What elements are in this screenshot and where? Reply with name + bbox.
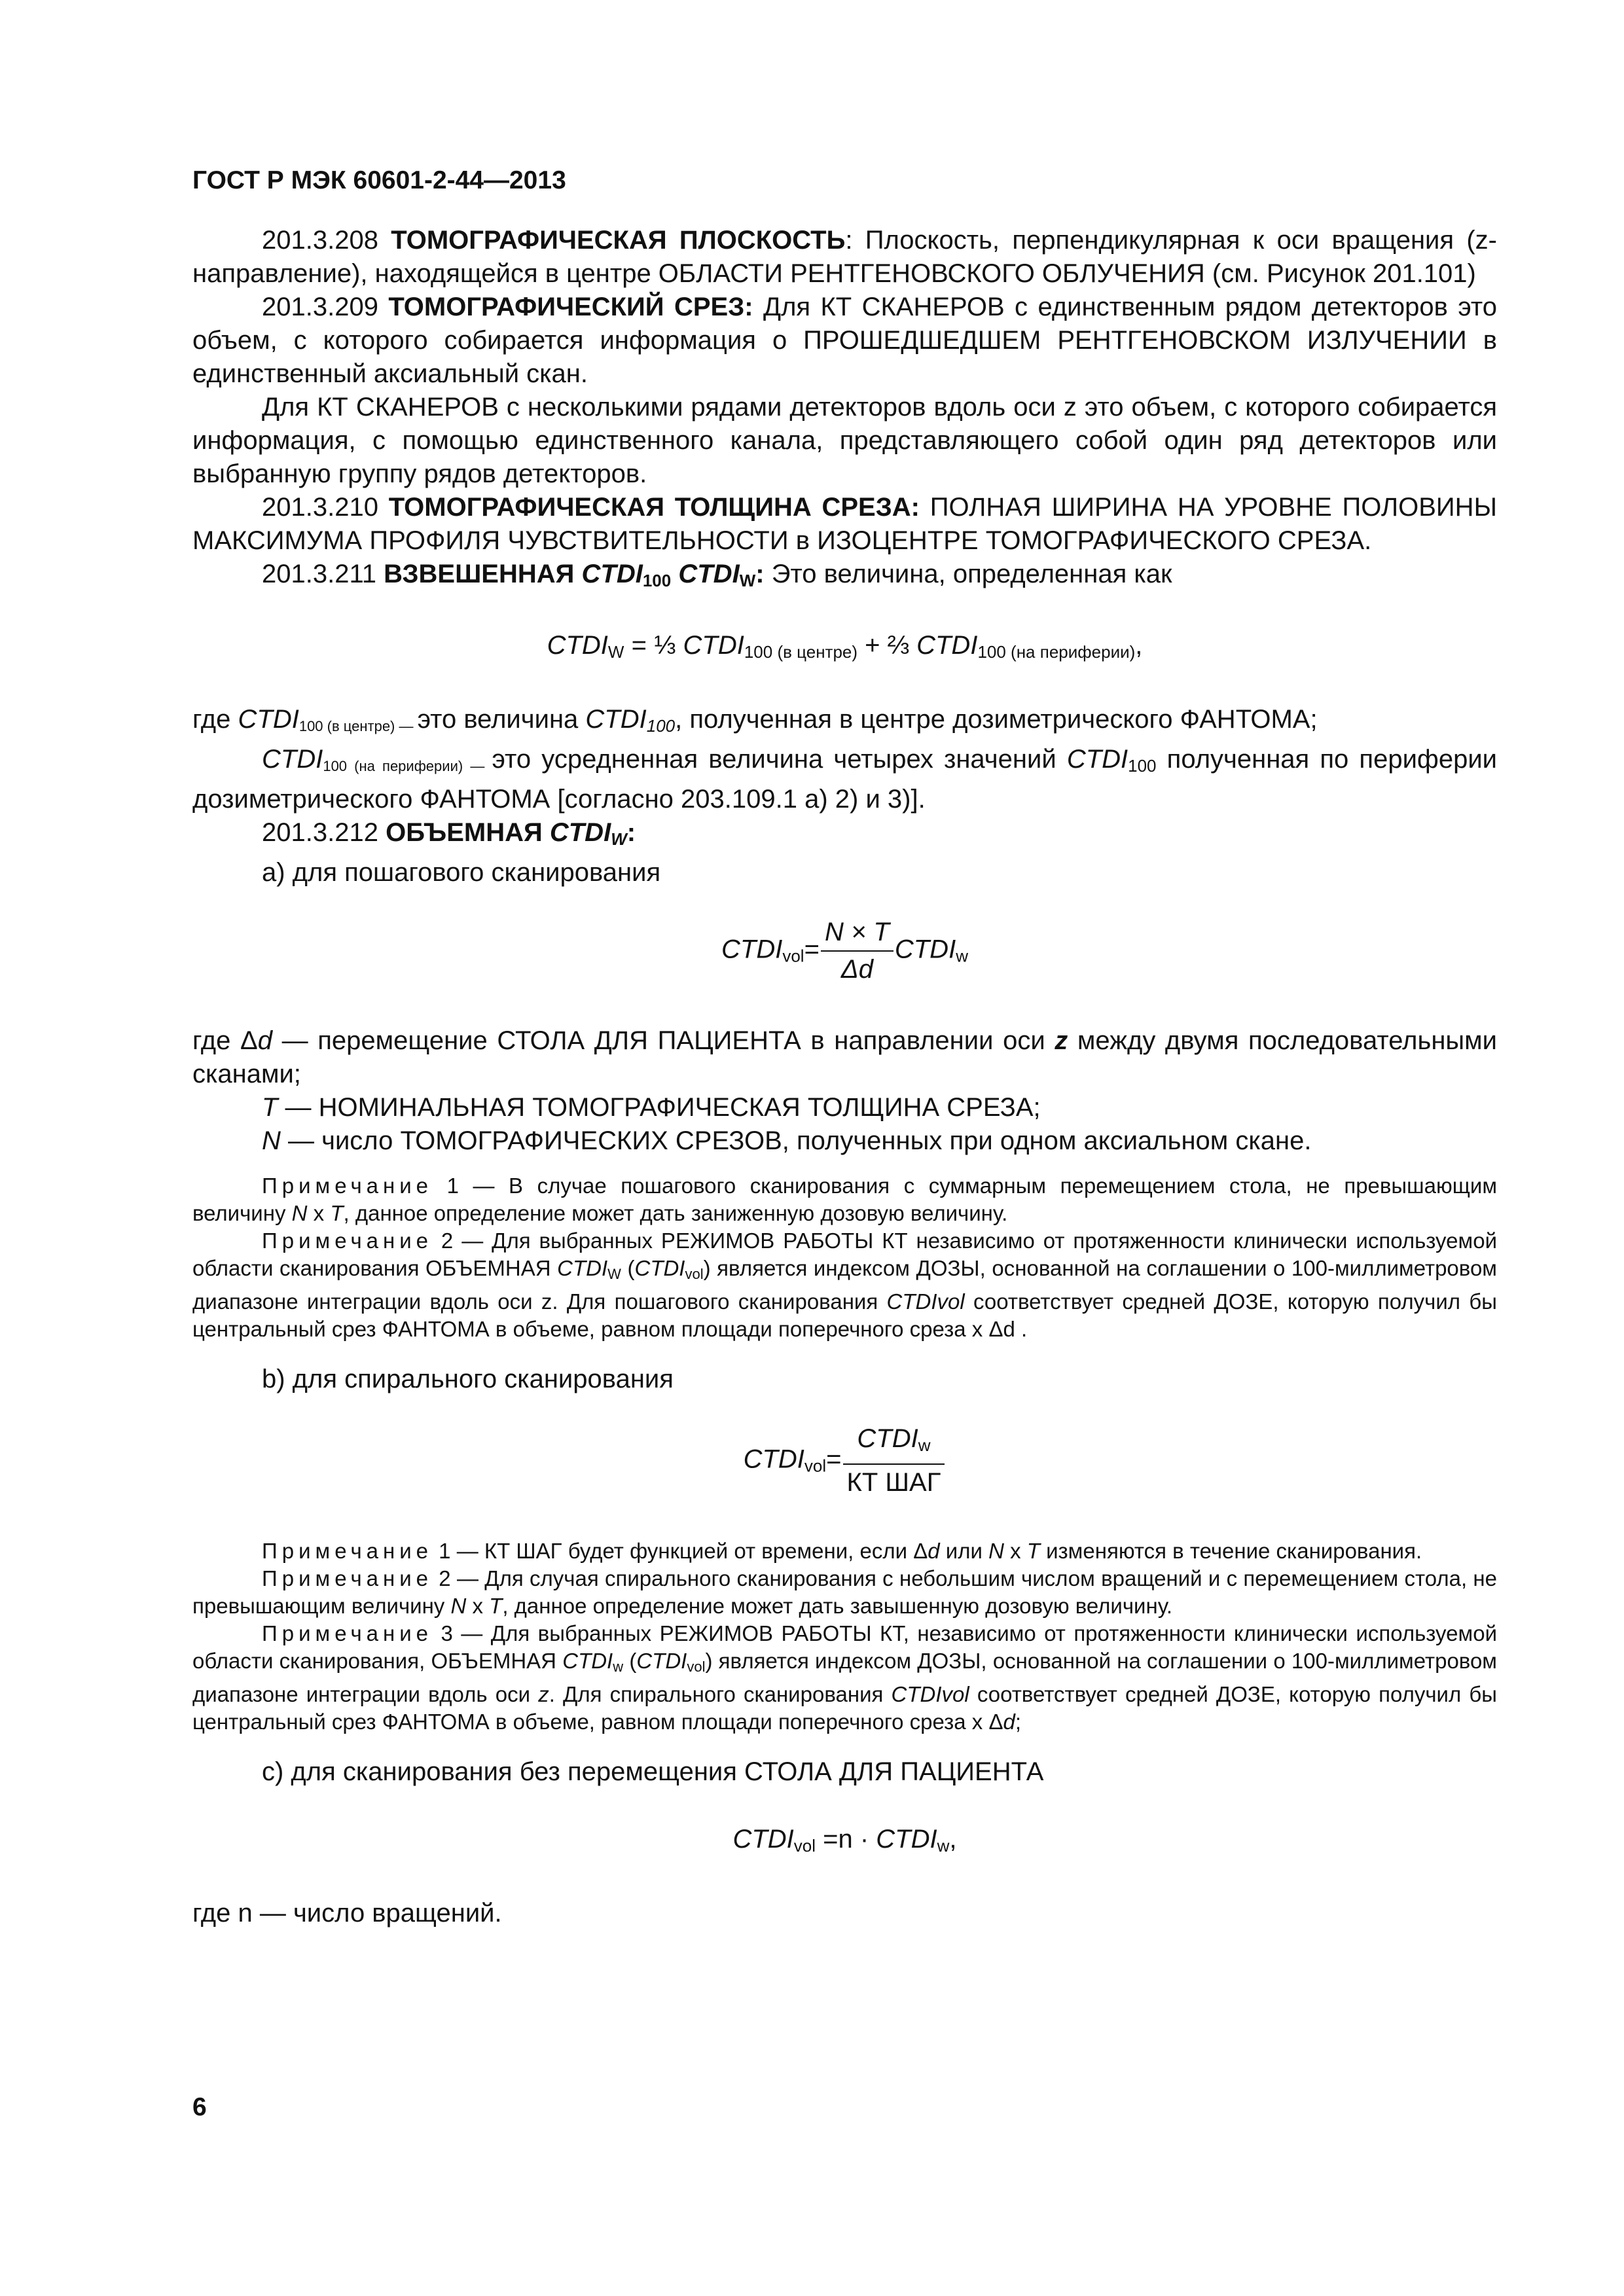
clause-number: 201.3.209 bbox=[262, 293, 378, 321]
page-number: 6 bbox=[192, 2093, 207, 2121]
clause-201-3-211: 201.3.211 ВЗВЕШЕННАЯ $CTDI_{100}$ $CTDI_W$: Это величина, определенная как bbox=[262, 560, 1172, 590]
where-n: N — число ТОМОГРАФИЧЕСКИХ СРЕЗОВ, полученных при одном аксиальном скане. bbox=[262, 1126, 1312, 1155]
term: ТОМОГРАФИЧЕСКАЯ ТОЛЩИНА СРЕЗА: bbox=[388, 493, 920, 522]
item-a-label: a) для пошагового сканирования bbox=[262, 858, 661, 887]
where-t: T — НОМИНАЛЬНАЯ ТОМОГРАФИЧЕСКАЯ ТОЛЩИНА СРЕЗА; bbox=[262, 1093, 1041, 1122]
item-b-label: b) для спирального сканирования bbox=[262, 1365, 674, 1393]
clause-number: 201.3.211 bbox=[262, 560, 376, 588]
formula-ctdi-vol-axial: $CTDI_{vol}=$ $\frac{N \times T}{\Delta d}$ $CTDI_w$ bbox=[192, 916, 1497, 986]
clause-number: 201.3.212 bbox=[262, 818, 378, 847]
clause-201-3-210 bbox=[192, 491, 1497, 558]
formula-ctdi-vol-stationary: $CTDI_{vol} =n$ · $CTDI_w$, bbox=[732, 1825, 957, 1856]
note-b-3: Примечание 3 — Для выбранных РЕЖИМОВ РАБОТЫ КТ, независимо от протяженности клинически используемой области сканирования, ОБЪЕМНАЯ CTDIw (CTDIvol) является индексом ДОЗЫ, основанной на соглашении о 100-миллиметровом диапазоне интеграции вдоль оси z. Для спирального сканирования CTDIvol соответствует средней ДОЗЕ, которую получил бы центральный срез ФАНТОМА в объеме, равном площади поперечного среза x Δd; bbox=[192, 1621, 1497, 1734]
clause-number: 201.3.208 bbox=[262, 226, 378, 255]
where-ctdi-center: где CTDI100 (в центре) — это величина $CTDI_{100}$, полученная в центре дозиметрического ФАНТОМА; bbox=[192, 705, 1318, 736]
definition-text: Это величина, определенная как bbox=[771, 560, 1172, 588]
formula-ctdi-vol-helical: $CTDI_{vol}=$ $\frac{CTDI_w}{\text{КТ ШАГ}}$ bbox=[192, 1422, 1497, 1499]
document-header: ГОСТ Р МЭК 60601-2-44—2013 bbox=[192, 166, 566, 194]
term: ТОМОГРАФИЧЕСКИЙ СРЕЗ: bbox=[388, 293, 753, 321]
clause-201-3-209 bbox=[192, 291, 1497, 391]
definition-text: : Плоскость, перпендикулярная к оси вращения (z-направление), находящейся в центре ОБЛАСТИ РЕНТГЕНОВСКОГО ОБЛУЧЕНИЯ (см. Рисунок 201.101) bbox=[192, 226, 1497, 288]
term: ТОМОГРАФИЧЕСКАЯ ПЛОСКОСТЬ bbox=[391, 226, 846, 255]
where-delta-d: где Δd — перемещение СТОЛА ДЛЯ ПАЦИЕНТА в направлении оси z между двумя последовательными сканами; bbox=[192, 1026, 1498, 1088]
note-a-1: Примечание 1 — В случае пошагового сканирования с суммарным перемещением стола, не превышающим величину N x T, данное определение может дать заниженную дозовую величину. bbox=[192, 1174, 1498, 1225]
definition-text: Для КТ СКАНЕРОВ с единственным рядом детекторов это объем, с которого собирается информация о ПРОШЕДШЕДШЕМ РЕНТГЕНОВСКОМ ИЗЛУЧЕНИИ в единственный аксиальный скан. bbox=[192, 293, 1497, 388]
term: ВЗВЕШЕННАЯ bbox=[384, 560, 575, 588]
where-n-rotations: где n — число вращений. bbox=[192, 1899, 502, 1928]
fraction: $\frac{CTDI_w}{\text{КТ ШАГ}}$ bbox=[843, 1422, 945, 1499]
item-c-label: c) для сканирования без перемещения СТОЛА ДЛЯ ПАЦИЕНТА bbox=[262, 1757, 1044, 1786]
fraction: $\frac{N \times T}{\Delta d}$ bbox=[821, 916, 893, 986]
where-ctdi-periphery: CTDI100 (на периферии) — это усредненная величина четырех значений $CTDI_{100}$ полученная по периферии дозиметрического ФАНТОМА [согласно 203.109.1 a) 2) и 3)]. bbox=[192, 745, 1498, 814]
note-b-1: Примечание 1 — КТ ШАГ будет функцией от времени, если Δd или N x T изменяются в течение сканирования. bbox=[262, 1539, 1422, 1563]
definition-text: ПОЛНАЯ ШИРИНА НА УРОВНЕ ПОЛОВИНЫ МАКСИМУМА ПРОФИЛЯ ЧУВСТВИТЕЛЬНОСТИ в ИЗОЦЕНТРЕ ТОМОГРАФИЧЕСКОГО СРЕЗА. bbox=[192, 493, 1497, 555]
clause-201-3-209-continued: Для КТ СКАНЕРОВ с несколькими рядами детекторов вдоль оси z это объем, с которого собирается информация, с помощью единственного канала, представляющего собой один ряд детекторов или выбранную группу рядов детекторов. bbox=[192, 393, 1497, 488]
clause-201-3-212: 201.3.212 ОБЪЕМНАЯ $CTDI_W$: bbox=[262, 818, 636, 849]
note-a-2: Примечание 2 — Для выбранных РЕЖИМОВ РАБОТЫ КТ независимо от протяженности клинически используемой области сканирования ОБЪЕМНАЯ CTDIW (CTDIvol) является индексом ДОЗЫ, основанной на соглашении о 100-миллиметровом диапазоне интеграции вдоль оси z. Для пошагового сканирования CTDIvol соответствует средней ДОЗЕ, которую получил бы центральный срез ФАНТОМА в объеме, равном площади поперечного среза x Δd . bbox=[192, 1229, 1497, 1341]
note-b-2: Примечание 2 — Для случая спирального сканирования с небольшим числом вращений и с перемещением стола, не превышающим величину N x T, данное определение может дать завышенную дозовую величину. bbox=[192, 1566, 1498, 1618]
term-ctdi: CTDI bbox=[581, 560, 643, 588]
clause-201-3-208 bbox=[192, 224, 1497, 291]
formula-ctdi-weighted: $CTDI_W$ = ⅓ $CTDI_{100 (в центре)}$ + ⅔ $CTDI_{100 (на периферии)}$, bbox=[547, 631, 1143, 662]
document-body bbox=[192, 224, 1497, 1930]
clause-number: 201.3.210 bbox=[262, 493, 378, 522]
term: ОБЪЕМНАЯ bbox=[386, 818, 543, 847]
